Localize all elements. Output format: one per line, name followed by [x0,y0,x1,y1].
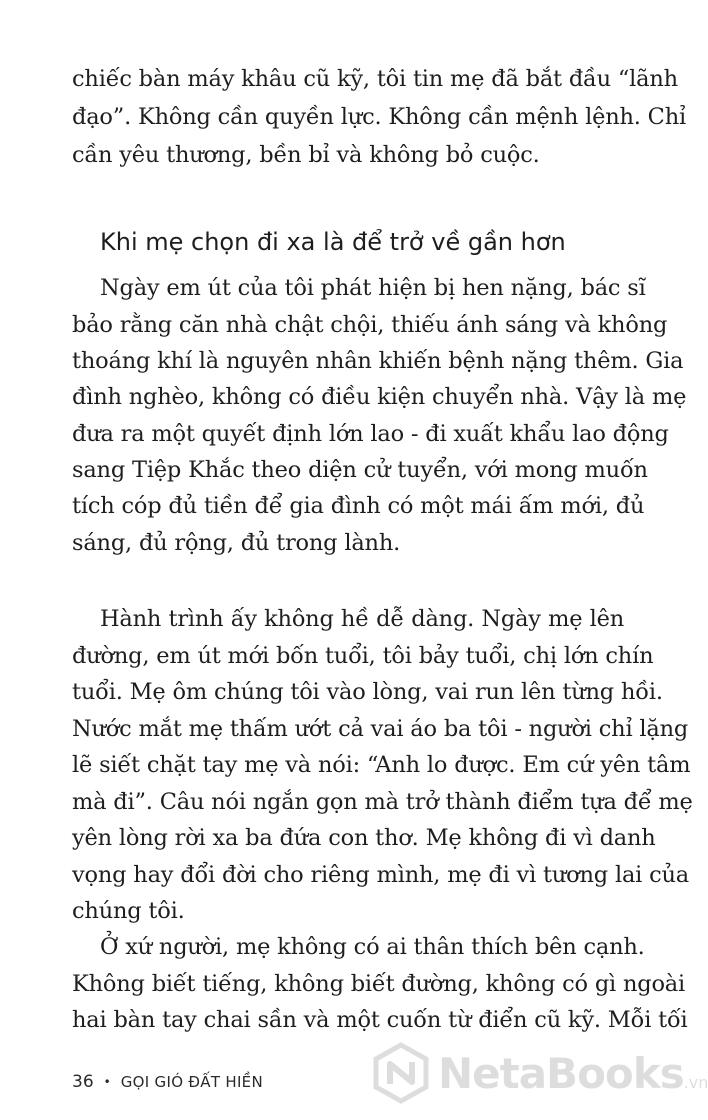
text-line: bảo rằng căn nhà chật chội, thiếu ánh sáng và không [72,312,668,338]
text-line: Ở xứ người, mẹ không có ai thân thích bên cạnh. [100,934,645,960]
text-line: Nước mắt mẹ thấm ướt cả vai áo ba tôi - người chỉ lặng [72,716,689,742]
text-line: Ngày em út của tôi phát hiện bị hen nặng, bác sĩ [100,275,646,301]
section-heading: Khi mẹ chọn đi xa là để trở về gần hơn [100,228,566,256]
text-line: Không biết tiếng, không biết đường, không có gì ngoài [72,971,686,997]
footer-separator: • [103,1075,111,1089]
text-line: Hành trình ấy không hề dễ dàng. Ngày mẹ lên [100,606,624,632]
text-line: sáng, đủ rộng, đủ trong lành. [72,530,401,556]
page-footer [72,1072,263,1092]
text-line: đưa ra một quyết định lớn lao - đi xuất khẩu lao động [72,421,669,447]
book-title: GỌI GIÓ ĐẤT HIỀN [120,1073,263,1091]
text-line: hai bàn tay chai sần và một cuốn từ điển cũ kỹ. Mỗi tối [72,1007,688,1033]
netabooks-logo-icon [370,1042,432,1104]
watermark-brand: NetaBooks.vn [438,1048,708,1098]
watermark [370,1040,708,1106]
text-line: lẽ siết chặt tay mẹ và nói: “Anh lo được. Em cứ yên tâm [72,752,691,778]
text-line: sang Tiệp Khắc theo diện cử tuyển, với mong muốn [72,457,648,483]
page-number: 36 [72,1072,94,1092]
text-line: cần yêu thương, bền bỉ và không bỏ cuộc. [72,142,540,168]
text-line: mà đi”. Câu nói ngắn gọn mà trở thành điểm tựa để mẹ [72,789,693,815]
text-line: thoáng khí là nguyên nhân khiến bệnh nặng thêm. Gia [72,348,684,374]
text-line: chiếc bàn máy khâu cũ kỹ, tôi tin mẹ đã bắt đầu “lãnh [72,66,678,92]
text-line: chúng tôi. [72,898,185,924]
text-line: đình nghèo, không có điều kiện chuyển nhà. Vậy là mẹ [72,384,687,410]
text-line: tích cóp đủ tiền để gia đình có một mái ấm mới, đủ [72,493,645,519]
text-line: yên lòng rời xa ba đứa con thơ. Mẹ không đi vì danh [72,825,656,851]
text-line: đường, em út mới bốn tuổi, tôi bảy tuổi, chị lớn chín [72,643,654,669]
text-line: vọng hay đổi đời cho riêng mình, mẹ đi vì tương lai của [72,862,690,888]
text-line: tuổi. Mẹ ôm chúng tôi vào lòng, vai run lên từng hồi. [72,679,663,705]
text-line: đạo”. Không cần quyền lực. Không cần mệnh lệnh. Chỉ [72,104,686,130]
